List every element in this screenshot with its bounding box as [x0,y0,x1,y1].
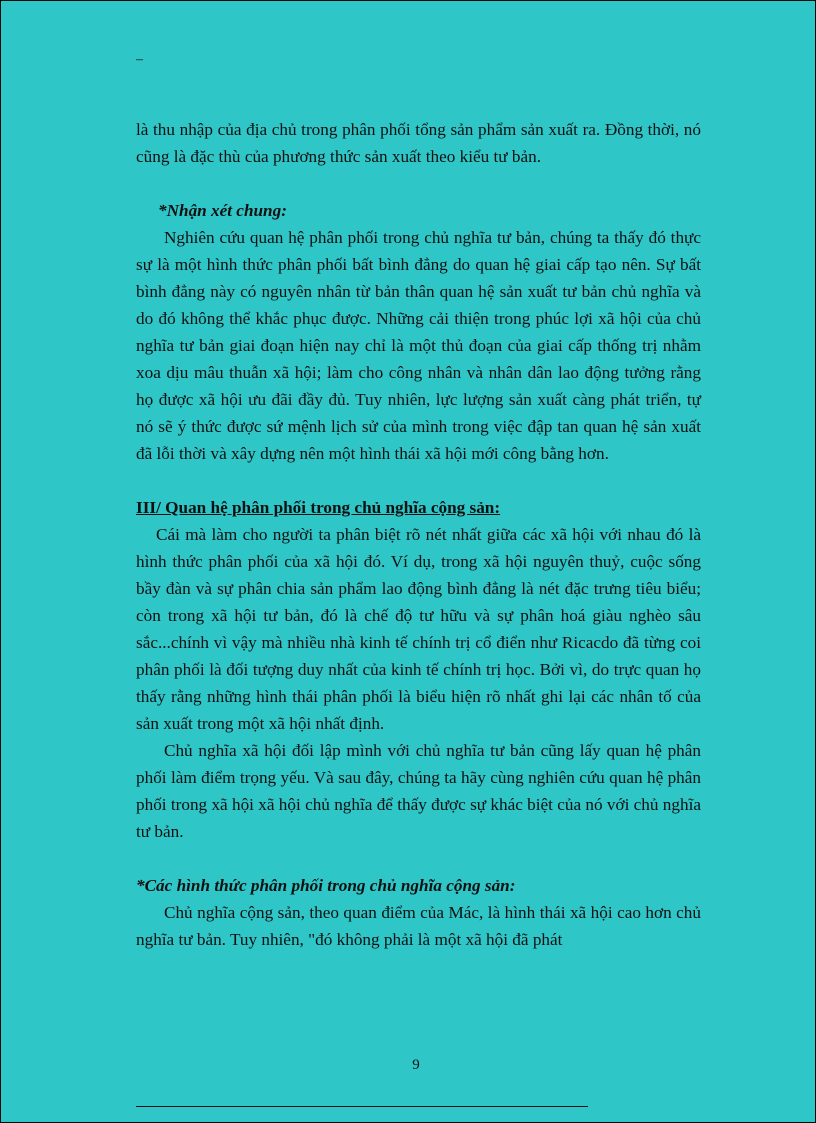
paragraph-continuation: là thu nhập của địa chủ trong phân phối tổng sản phẩm sản xuất ra. Đồng thời, nó cũng là đặc thù của phương thức sản xuất theo kiểu tư bản. [136,120,701,166]
paragraph-socialism: Chủ nghĩa xã hội đối lập mình với chủ nghĩa tư bản cũng lấy quan hệ phân phối làm điểm trọng yếu. Và sau đây, chúng ta hãy cùng nghiên cứu quan hệ phân phối trong xã hội xã hội chủ nghĩa để thấy được sự khác biệt của nó với chủ nghĩa tư bản. [136,741,701,841]
section-heading-iii: III/ Quan hệ phân phối trong chủ nghĩa cộng sản: [136,498,501,517]
heading-general-remarks: *Nhận xét chung: [158,201,287,220]
footer-rule [136,1106,588,1107]
page-number [0,1057,816,1074]
paragraph-communism: Chủ nghĩa cộng sản, theo quan điểm của Mác, là hình thái xã hội cao hơn chủ nghĩa tư bản. Tuy nhiên, "đó không phải là một xã hội đã phát [136,903,701,949]
document-body [136,116,701,953]
header-mark: – [136,52,143,67]
spacer [136,467,701,494]
spacer [136,845,701,872]
heading-distribution-forms: *Các hình thức phân phối trong chủ nghĩa cộng sản: [136,876,516,895]
page-number-text: 9 [412,1057,420,1073]
paragraph-distinction: Cái mà làm cho người ta phân biệt rõ nét nhất giữa các xã hội với nhau đó là hình thức phân phối của xã hội đó. Ví dụ, trong xã hội nguyên thuỷ, cuộc sống bầy đàn và sự phân chia sản phẩm lao động bình đẳng là nét đặc trưng tiêu biểu; còn trong xã hội tư bản, đó là chế độ tư hữu và sự phân hoá giàu nghèo sâu sắc...chính vì vậy mà nhiều nhà kinh tế chính trị cổ điển như Ricacdo đã từng coi phân phối là đối tượng duy nhất của kinh tế chính trị học. Bởi vì, do trực quan họ thấy rằng những hình thái phân phối là biểu hiện rõ nhất ghi lại các nhân tố của sản xuất trong một xã hội nhất định. [136,525,701,733]
paragraph-general-remarks: Nghiên cứu quan hệ phân phối trong chủ nghĩa tư bản, chúng ta thấy đó thực sự là một hình thức phân phối bất bình đẳng do quan hệ giai cấp tạo nên. Sự bất bình đẳng này có nguyên nhân từ bản thân quan hệ sản xuất tư bản chủ nghĩa và do đó không thể khắc phục được. Những cải thiện trong phúc lợi xã hội của chủ nghĩa tư bản giai đoạn hiện nay chỉ là một thủ đoạn của giai cấp thống trị nhằm xoa dịu mâu thuẫn xã hội; làm cho công nhân và nhân dân lao động tưởng rằng họ được xã hội ưu đãi đầy đủ. Tuy nhiên, lực lượng sản xuất càng phát triển, tự nó sẽ ý thức được sứ mệnh lịch sử của mình trong việc đập tan quan hệ sản xuất đã lỗi thời và xây dựng nên một hình thái xã hội mới công bằng hơn. [136,228,701,463]
spacer [136,170,701,197]
